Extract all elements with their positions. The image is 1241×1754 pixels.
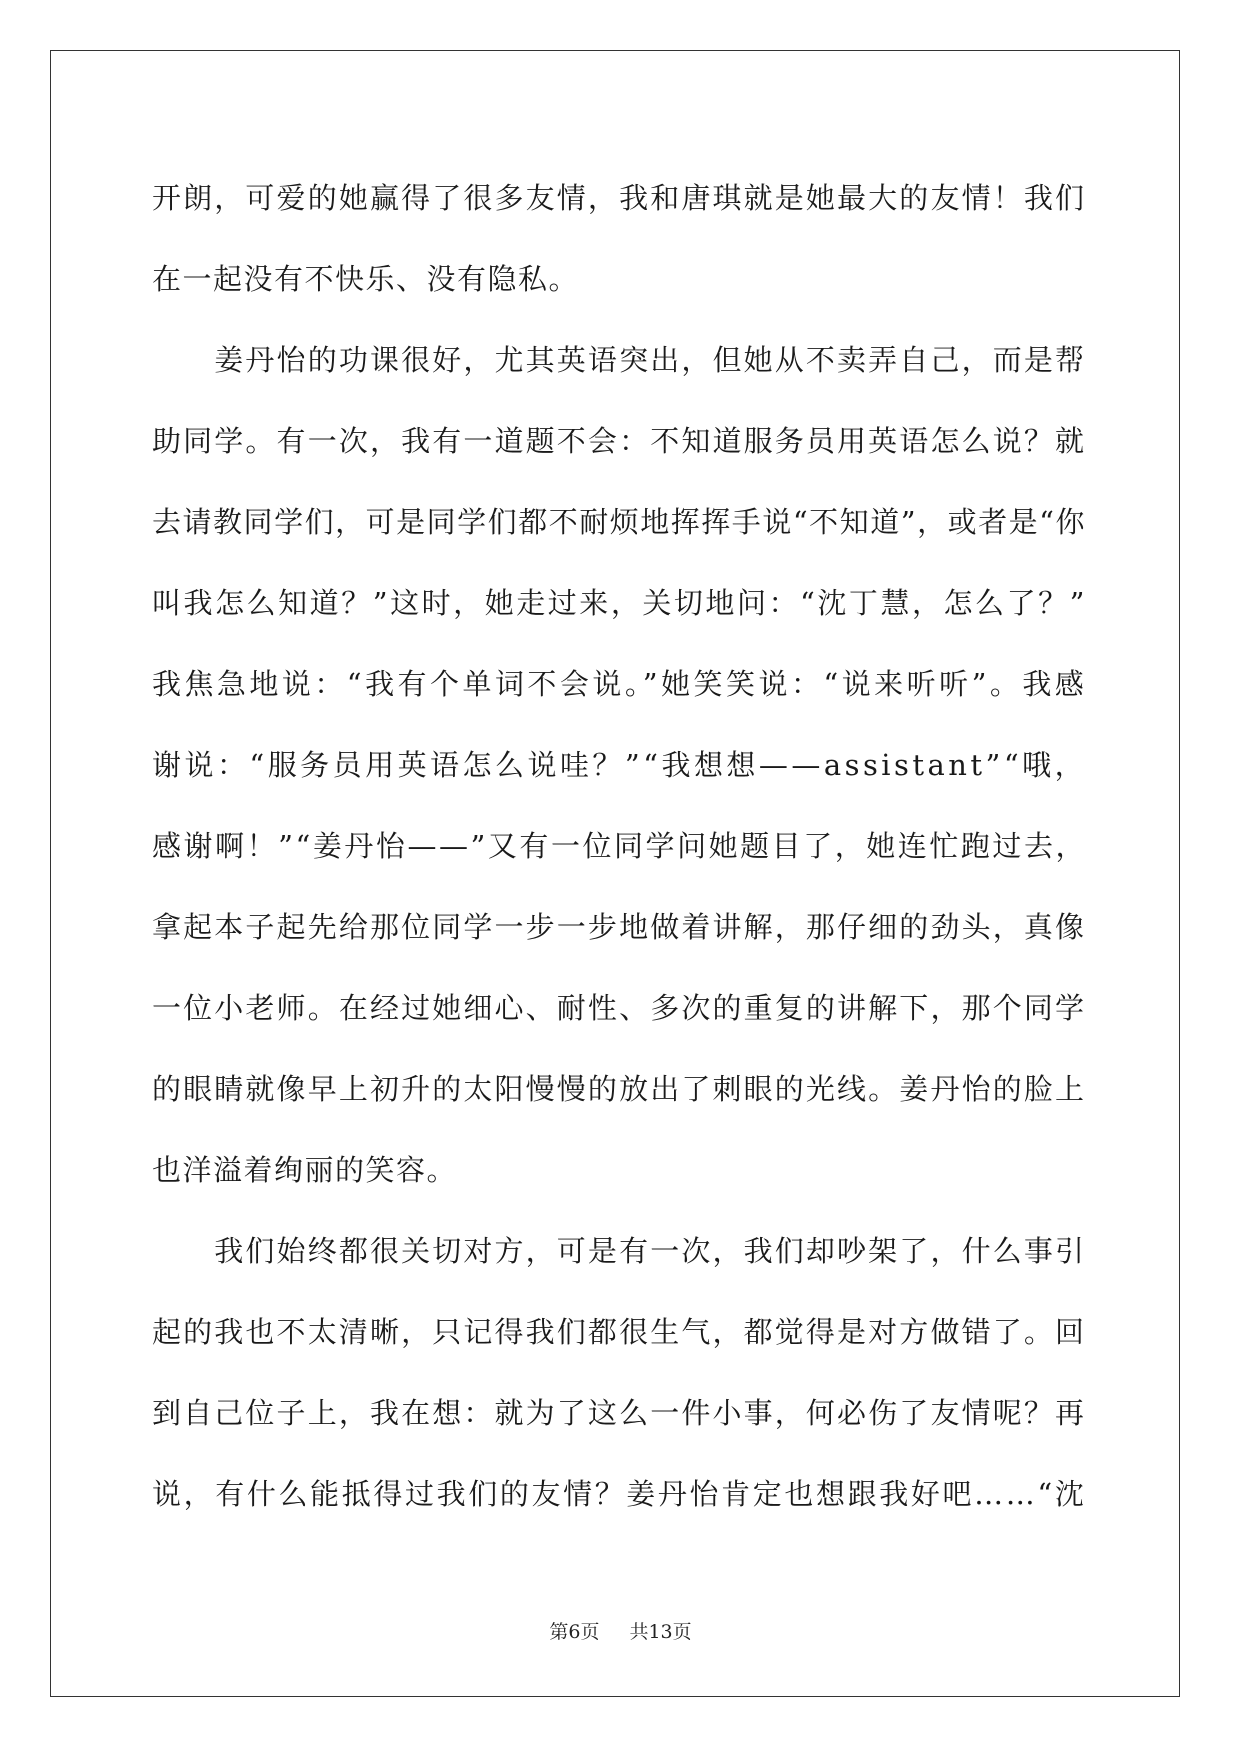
text-line: 说，有什么能抵得过我们的友情？姜丹怡肯定也想跟我好吧……“沈 xyxy=(152,1477,1087,1511)
text-line: 助同学。有一次，我有一道题不会：不知道服务员用英语怎么说？就 xyxy=(152,424,1087,458)
text-line: 姜丹怡的功课很好，尤其英语突出，但她从不卖弄自己，而是帮 xyxy=(152,343,1087,377)
page-number: 第6页 xyxy=(549,1621,600,1643)
page-total: 共13页 xyxy=(629,1621,692,1643)
document-body xyxy=(152,158,1088,1535)
text-line: 我焦急地说：“我有个单词不会说。”她笑笑说：“说来听听”。我感 xyxy=(152,667,1088,701)
text-line: 在一起没有不快乐、没有隐私。 xyxy=(152,262,580,296)
text-line: 去请教同学们，可是同学们都不耐烦地挥挥手说“不知道”，或者是“你 xyxy=(152,505,1086,539)
text-line: 的眼睛就像早上初升的太阳慢慢的放出了刺眼的光线。姜丹怡的脸上 xyxy=(152,1072,1087,1106)
text-line: 起的我也不太清晰，只记得我们都很生气，都觉得是对方做错了。回 xyxy=(152,1315,1087,1349)
text-line: 开朗，可爱的她赢得了很多友情，我和唐琪就是她最大的友情！我们 xyxy=(152,181,1087,215)
text-line: 谢说：“服务员用英语怎么说哇？”“我想想——assistant”“哦， xyxy=(152,748,1088,782)
text-line: 也洋溢着绚丽的笑容。 xyxy=(152,1153,458,1187)
text-line: 一位小老师。在经过她细心、耐性、多次的重复的讲解下，那个同学 xyxy=(152,991,1087,1025)
page-footer xyxy=(0,1617,1241,1644)
text-line: 到自己位子上，我在想：就为了这么一件小事，何必伤了友情呢？再 xyxy=(152,1396,1087,1430)
text-line: 拿起本子起先给那位同学一步一步地做着讲解，那仔细的劲头，真像 xyxy=(152,910,1087,944)
text-line: 叫我怎么知道？”这时，她走过来，关切地问：“沈丁慧，怎么了？” xyxy=(152,586,1088,620)
text-line: 感谢啊！”“姜丹怡——”又有一位同学问她题目了，她连忙跑过去， xyxy=(152,829,1088,863)
text-line: 我们始终都很关切对方，可是有一次，我们却吵架了，什么事引 xyxy=(152,1234,1087,1268)
